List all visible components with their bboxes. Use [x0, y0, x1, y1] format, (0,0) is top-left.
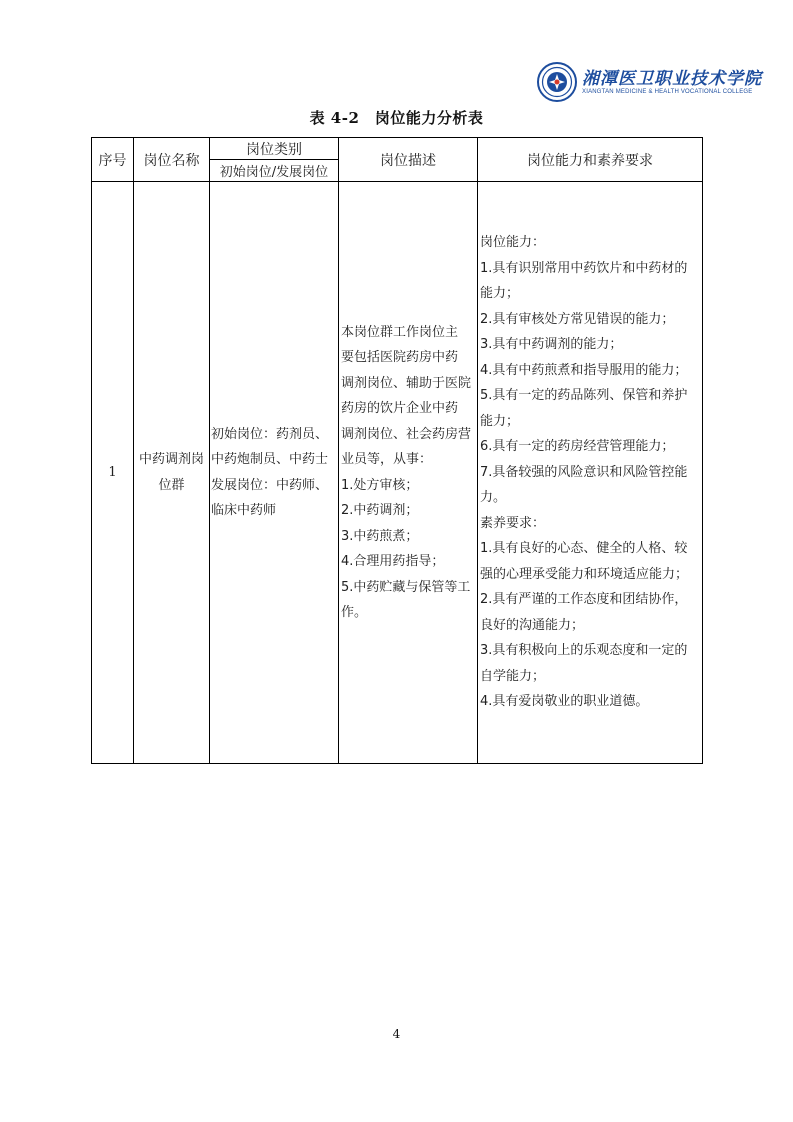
ability-line: 能力；	[480, 286, 520, 302]
description-line: 调剂岗位、辅助于医院	[341, 375, 472, 391]
job-ability-table	[91, 137, 703, 764]
college-logo	[537, 60, 762, 110]
row-index: 1	[92, 182, 134, 764]
category-line: 发展岗位：中药师、	[211, 477, 329, 493]
logo-english-name: XIANGTAN MEDICINE & HEALTH VOCATIONAL COLLEGE	[582, 89, 753, 95]
ability-line: 2.具有严谨的工作态度和团结协作，	[480, 592, 688, 608]
description-line: 5.中药贮藏与保管等工	[341, 579, 471, 595]
job-name-line: 中药调剂岗	[138, 451, 204, 467]
description-line: 作。	[341, 605, 368, 620]
ability-line: 5.具有一定的药品陈列、保管和养护	[480, 388, 688, 404]
ability-line: 4.具有爱岗敬业的职业道德。	[480, 694, 649, 710]
header-index: 序号	[92, 138, 134, 182]
header-category: 岗位类别	[210, 138, 339, 160]
ability-line: 6.具有一定的药房经营管理能力；	[480, 439, 675, 455]
row-ability-requirements	[478, 182, 703, 764]
header-ability: 岗位能力和素养要求	[478, 138, 703, 182]
description-line: 药房的饮片企业中药	[341, 401, 459, 416]
ability-line: 岗位能力：	[480, 235, 546, 251]
header-name: 岗位名称	[134, 138, 210, 182]
category-line: 临床中药师	[211, 503, 277, 518]
ability-line: 3.具有积极向上的乐观态度和一定的	[480, 643, 688, 659]
header-category-sub: 初始岗位/发展岗位	[210, 160, 339, 182]
description-line: 调剂岗位、社会药房营	[341, 426, 472, 442]
ability-line: 力。	[480, 490, 507, 506]
college-emblem-icon	[537, 62, 577, 102]
description-line: 2.中药调剂；	[341, 503, 419, 518]
description-line: 3.中药煎煮；	[341, 528, 419, 544]
ability-line: 3.具有中药调剂的能力；	[480, 337, 623, 353]
ability-line: 自学能力；	[480, 668, 546, 684]
ability-line: 良好的沟通能力；	[480, 617, 585, 633]
header-description: 岗位描述	[339, 138, 478, 182]
ability-line: 能力；	[480, 413, 520, 429]
ability-line: 7.具备较强的风险意识和风险管控能	[480, 464, 688, 480]
page-number: 4	[392, 1027, 401, 1041]
category-line: 初始岗位：药剂员、	[211, 426, 329, 442]
description-line: 业员等，从事：	[341, 452, 433, 467]
row-job-name	[134, 182, 210, 764]
table-caption: 表 4-2 岗位能力分析表	[309, 109, 484, 127]
description-line: 本岗位群工作岗位主	[341, 324, 459, 340]
ability-line: 1.具有良好的心态、健全的人格、较	[480, 541, 688, 557]
row-job-description	[339, 182, 478, 764]
category-line: 中药炮制员、中药士	[211, 452, 329, 467]
ability-line: 1.具有识别常用中药饮片和中药材的	[480, 260, 688, 276]
row-job-category	[210, 182, 339, 764]
job-name-line: 位群	[158, 477, 185, 493]
ability-line: 2.具有审核处方常见错误的能力；	[480, 311, 675, 327]
description-line: 要包括医院药房中药	[341, 350, 459, 365]
ability-line: 4.具有中药煎煮和指导服用的能力；	[480, 362, 688, 378]
table-header-row	[92, 138, 703, 160]
ability-line: 强的心理承受能力和环境适应能力；	[480, 566, 689, 582]
table-row	[92, 182, 703, 764]
logo-chinese-name: 湘潭医卫职业技术学院	[582, 69, 762, 89]
ability-line: 素养要求：	[480, 515, 546, 531]
description-line: 1.处方审核；	[341, 477, 419, 493]
description-line: 4.合理用药指导；	[341, 554, 445, 569]
